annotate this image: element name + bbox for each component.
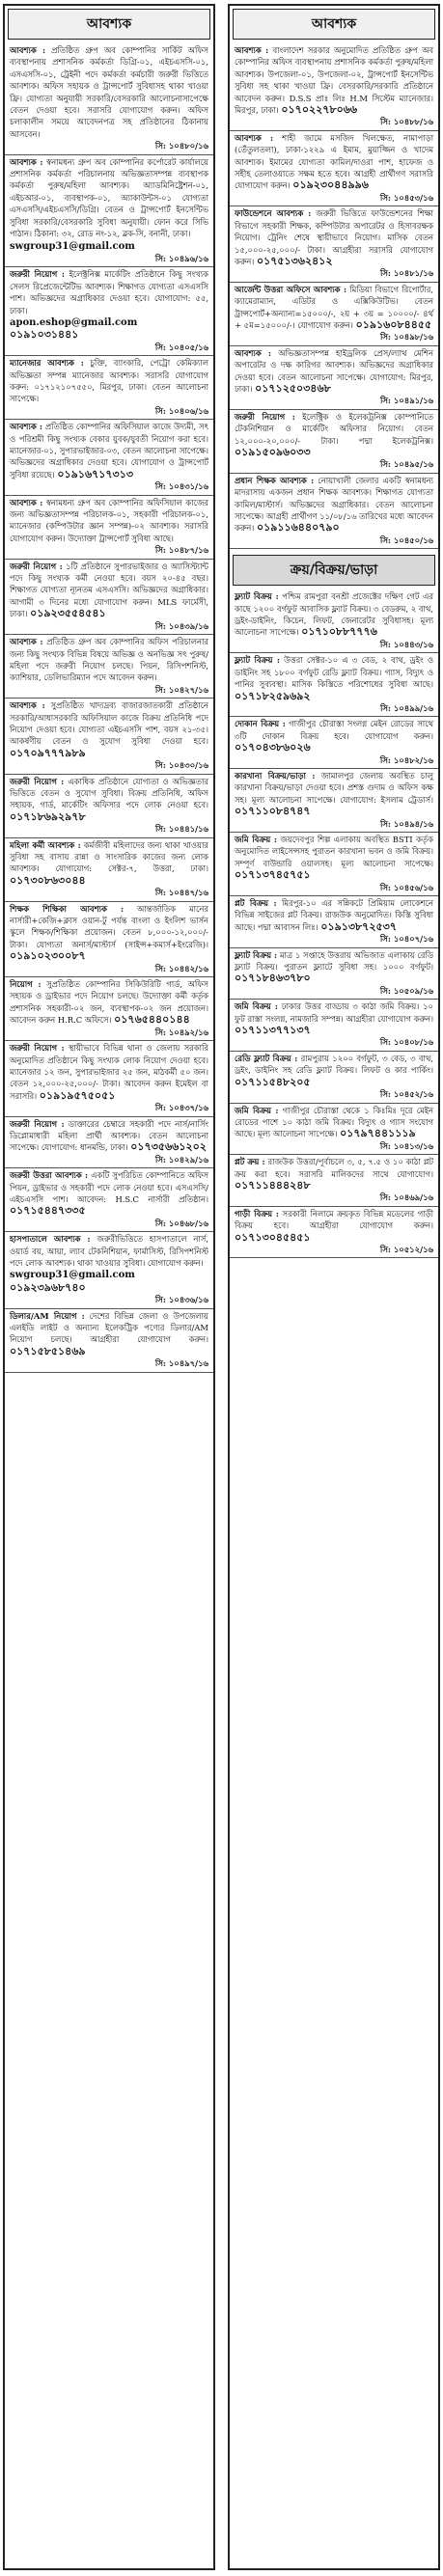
ad-phone[interactable]: ০১৭১৫৮৫১৪৬৯ — [10, 1344, 86, 1357]
classified-ad — [230, 653, 438, 717]
ad-code: সি: ১০৪৫৩/১৬ — [379, 192, 433, 203]
ad-keyword: ফ্ল্যাট বিক্রয় : — [235, 949, 278, 960]
classified-ad — [5, 1309, 213, 1373]
ad-code: সি: ১০৪৮৮/১৬ — [379, 117, 433, 127]
ad-phone[interactable]: ০১৭১১৫৪৮২০৫ — [235, 1075, 311, 1088]
ad-phone[interactable]: ০১৯১০৩১৪৪১ — [10, 328, 79, 342]
classified-ad — [5, 267, 213, 356]
ad-keyword: ফ্ল্যাট বিক্রয় : — [235, 655, 280, 666]
ad-body-text: রাজউক উত্তরা/পূর্বাচলে ৩, ৫, ৭.৫ ও ১০ কাঠা প্লট ক্রয় করা হবে। সরাসরি মালিকদের সাথে যোগাযোগ। — [235, 1157, 433, 1179]
ad-body-text: অভিজ্ঞতাসম্পন্ন হাইড্রলিক প্রেস/ল্যাথ মেশিন অপারেটর ও দক্ষ কারিগর আবশ্যক। অভিজ্ঞদের অগ্রাধিকার দেওয়া হবে। বেতন আলোচনা সাপেক্ষে। যোগাযোগ: মিরপুর, ঢাকা। — [235, 347, 433, 394]
ad-keyword: আর্জেন্ট উত্তরা অফিসে আবশ্যক : — [235, 284, 347, 294]
classified-ad — [5, 1041, 213, 1116]
ad-body-text: ১টি প্রতিষ্ঠানে সুপারভাইজার ও অ্যাসিস্ট্যান্ট পদে কিছু সংখ্যক কর্মী নেওয়া হবে। বয়স ২০-৪৫ বছর। শিক্ষাগত যোগ্যতা ন্যূনতম এসএসসি। অভিজ্ঞদের অগ্রাধিকার। আগামী ৩ দিনের মধ্যে যোগাযোগ করুন। MLS ফার্মেসী, ঢাকা। — [10, 561, 208, 619]
ad-body-text: সুপ্রতিষ্ঠিত কোম্পানির সিকিউরিটি গার্ড, অফিস সহায়ক ও ড্রাইভার পদে নিয়োগ চলছে। উদ্যোক্তা কর্মী কর্তৃক প্রশাসনিক সহকারী-০২ জন, ব্যবস্থাপক-০২ জন প্রয়োজন। আবেদন করুন H.R.C অফিসে। — [10, 979, 208, 1026]
ad-body-text: মিডিয়া বিভাগে রিপোর্টার, ক্যামেরাম্যান, এডিটর ও এক্সিকিউটিভ। বেতন ট্রান্সপোর্ট+অন্যান্য=১৫০০০/-, ২য় + ৩য় = ১০০০০/- ৪র্থ + ৫ম=১৫০০০/-। যোগাযোগ করুন। — [235, 284, 433, 330]
ad-keyword: শিক্ষক শিক্ষিকা আবশ্যক : — [10, 903, 125, 914]
classified-ad — [5, 635, 213, 699]
ad-phone[interactable]: ০১৭৩৫৬৬১২০২ — [130, 1140, 207, 1154]
classified-ad — [5, 1117, 213, 1169]
ad-keyword: আবশ্যক : — [235, 45, 269, 55]
ad-keyword: রেডি ফ্ল্যাট বিক্রয় : — [235, 1053, 298, 1063]
buy-sell-rent-heading: ক্রয়/বিক্রয়/ভাড়া — [233, 555, 435, 586]
ad-code: সি: ১০৪৪২/১৬ — [154, 963, 208, 973]
ad-code: সি: ১০৪২৭/১৬ — [154, 684, 208, 695]
ad-code: সি: ১০৪০৭/১৬ — [379, 934, 433, 945]
ad-keyword: জরুরী নিয়োগ : — [10, 776, 65, 786]
ad-body-text: জরুরী ভিত্তিতে ফাউন্ডেশনের শিক্ষা বিভাগে সহকারী শিক্ষক, কম্পিউটার অপারেটর ও হিসাবরক্ষক নিয়োগ। ট্রেনিং শেষে স্থায়ীভাবে নিয়োগ। মাসিক বেতন ১৫,০০০-২৫,০০০/- টাকা। আগ্রহীরা সরাসরি যোগাযোগ করুন। — [235, 208, 433, 266]
classified-ad — [5, 560, 213, 635]
ad-body-text: ইলেক্ট্রনিক্স মার্কেটিং প্রতিষ্ঠানে কিছু সংখ্যক সেলস রিপ্রেজেন্টেটিভ আবশ্যক। শিক্ষাগত যোগ্যতা এসএসসি পাশ। অভিজ্ঞদের অগ্রাধিকার দেওয়া হবে। যোগাযোগ: ৫৫, ঢাকা। — [10, 269, 208, 315]
ad-code: সি: ১০৪৬৮/১৬ — [154, 1218, 208, 1228]
classified-ad — [230, 896, 438, 948]
classified-ad — [5, 496, 213, 560]
ad-keyword: জরুরী নিয়োগ : — [10, 269, 65, 280]
ad-body-text: আন্তর্জাতিক মানের নার্সারী+কেজি+ক্লাস ওয়ান-টু পর্যন্ত বাংলা ও ইংলিশ ভার্সন স্কুলে শিক্ষক/শিক্ষিকা প্রয়োজন। বেতন ৮,০০০-১২,০০০/- টাকা। যোগ্যতা অনার্স/মাস্টার্স (সাইন্স+কমার্স+ইংরেজি)। — [10, 903, 209, 949]
ad-code: সি: ১০৪৫০/১৬ — [379, 534, 433, 545]
ad-body-text: একাধিক প্রতিষ্ঠানে যোগ্যতা ও অভিজ্ঞতার ভিত্তিতে বেতন ও সুযোগ সুবিধা। বিক্রয় প্রতিনিধি, অফিস সহায়ক, গার্ড, মার্কেটিং অফিসার পদে লোক নেওয়া হবে। — [10, 776, 208, 810]
ad-phone[interactable]: ০১৯১৬০৮৪৪৫৫ — [355, 317, 432, 331]
ad-code: সি: ১০৪০৫/১৬ — [154, 342, 208, 352]
ad-phone[interactable]: ০১৭১৫৪৪৭৩৩৫ — [10, 1204, 86, 1218]
ad-phone[interactable]: ০১৭০২২৭৮০৬৬ — [281, 103, 358, 117]
ad-phone[interactable]: ০১৯১০২৩০০৮৭ — [10, 949, 86, 963]
ad-keyword: নিয়োগ : — [10, 979, 42, 990]
classified-ad — [230, 1052, 438, 1104]
ad-body-text: ঢাকার উত্তর বাড্ডায় ৩ কাঠা জমি বিক্রয়। ১০ ফুট রাস্তা সংলগ্ন, নামজারি সম্পন্ন। আগ্রহীরা যোগাযোগ করুন। — [235, 1001, 433, 1024]
ad-code: সি: ১০৪৩৭/১৬ — [154, 1103, 208, 1113]
ad-body-text: স্বনামধন্য গ্রুপ অব কোম্পানির অফিসিয়াল কাজের জন্য অভিজ্ঞতাসম্পন্ন পরিচালক-০১, সহকারী পরিচালক-০১, ম্যানেজার (কম্পিউটার জ্ঞান সম্পন্ন)-০২ আবশ্যক। সরাসরি যোগাযোগ করুন। উদ্যোক্তা ট্রান্সপোর্ট সুবিধা আছে। — [10, 497, 208, 543]
ad-email[interactable]: swgroup31@gmail.com — [10, 240, 135, 252]
classified-ad — [5, 43, 213, 155]
ad-phone[interactable]: ০১৭১৮৪৬৩৭৮০ — [235, 972, 311, 985]
ad-code: সি: ১০৪৯৬/১৬ — [154, 253, 208, 263]
ad-phone[interactable]: ০১৭১৩০৪৫৪৫১ — [235, 1230, 311, 1244]
ad-phone[interactable]: ০১৭১৮২৫৯৬৯২ — [235, 689, 311, 702]
ad-phone[interactable]: ০১৭৩০৮৬৩০৪৪ — [10, 873, 86, 887]
ad-keyword: জরুরী নিয়োগ : — [235, 411, 295, 422]
ad-keyword: আবশ্যক : — [10, 45, 46, 55]
ad-code: সি: ১০৪৫২/১৬ — [379, 1089, 433, 1100]
ad-keyword: আবশ্যক : — [10, 637, 43, 647]
ad-keyword: ফাউন্ডেশনে আবশ্যক : — [235, 208, 312, 219]
classified-ad — [230, 717, 438, 769]
classified-ad — [230, 833, 438, 896]
ad-keyword: ফ্ল্যাট বিক্রয় : — [235, 591, 279, 602]
ad-body-text: গাজীপুর চৌরাস্তা সংলগ্ন মেইন রোডের সাথে ৩টি দোকান বিক্রয় হবে। যোগাযোগ করুন। — [235, 719, 433, 741]
ad-code: সি: ১০৪৯১/১৬ — [379, 396, 433, 406]
classified-ad — [5, 838, 213, 902]
classified-ad — [230, 410, 438, 474]
ad-keyword: কারখানা বিক্রয়/ভাড়া : — [235, 770, 316, 781]
ad-keyword: আবশ্যক : — [10, 156, 43, 167]
classified-ad — [230, 206, 438, 282]
ad-code: সি: ১০৪৩৬/১৬ — [154, 1295, 208, 1305]
ad-code: সি: ১০৪৪১/১৬ — [154, 824, 208, 835]
classified-ad — [5, 356, 213, 420]
ad-body-text: প্রতিষ্ঠিত গ্রুপ অব কোম্পানির অফিস পরিচালনার জন্য কিছু সংখ্যক বিভিন্ন বিষয়ে অভিজ্ঞ ও অনভিজ্ঞ সৎ পুরুষ/মহিলা পদে জরুরী নিয়োগ চলছে। পিয়ন, রিসিপশনিস্ট, ক্যাশিয়ার, ডেলিভারিম্যান পদে আবেদন করুন। — [10, 637, 208, 683]
ad-phone[interactable]: ০১৭৫১৩৬২৪১২ — [256, 254, 333, 267]
ad-body-text: দেশের বিভিন্ন জেলা ও উপজেলায় এলইডি লাইট ও অন্যান্য ইলেকট্রিক পণ্যের ডিলার/AM নিয়োগ চলছে। আগ্রহীরা যোগাযোগ করুন। — [10, 1310, 208, 1345]
ad-keyword: প্লট বিক্রয় : — [235, 898, 277, 908]
ad-code: সি: ১০৫০৯/১৬ — [379, 985, 433, 996]
classified-ad — [230, 589, 438, 653]
ad-phone[interactable]: ০১৭১২৫০৩৪৬৮ — [255, 381, 331, 395]
ad-phone[interactable]: ০১৭১৩৭৪৫৭৫১ — [235, 868, 311, 882]
ad-keyword: মহিলা কর্মী আবশ্যক : — [10, 839, 81, 850]
ad-phone[interactable]: ০১৭০৪৩৮৬০২৬ — [235, 741, 311, 754]
ad-body-text: সরকারী নিলামে ক্রয়কৃত বিভিন্ন মডেলের গাড়ী বিক্রয় হবে। আগ্রহীরা যোগাযোগ করুন। — [235, 1208, 433, 1231]
ad-keyword: জরুরী নিয়োগ : — [10, 1118, 65, 1129]
classified-ad — [230, 1155, 438, 1207]
ad-body-text: একটি সুপরিচিত কোম্পানিতে অফিস পিয়ন, ড্রাইভার ও সহকারী পদে লোক নেওয়া হবে। এসএসসি/এইচএসসি পাশ। আবেদন: H.S.C নার্সারী প্রতিষ্ঠান। — [10, 1170, 208, 1204]
ad-code: সি: ১০৪৪৩/১৬ — [379, 639, 433, 649]
ad-code: সি: ১০৪৮০/১৬ — [154, 141, 208, 151]
ad-code: সি: ১০৪৯২/১৬ — [154, 1027, 208, 1037]
ad-phone[interactable]: ০১৯২৩৯৬৮৭৪০ — [10, 1280, 86, 1294]
ad-code: সি: ১০৪৩১/১৬ — [154, 481, 208, 492]
ad-body-text: রামপুরায় ১২০০ বর্গফুট, ৩ বেড, ৩ বাথ, ড্রইং, ডাইনিং সহ রেডি ফ্ল্যাট বিক্রয়। লিফট ও কার পার্কিং। — [235, 1053, 433, 1076]
classified-ad — [5, 977, 213, 1041]
ad-keyword: হাসপাতালে আবশ্যক : — [10, 1234, 91, 1245]
right-column — [228, 4, 440, 2570]
classified-ad — [5, 420, 213, 495]
ad-keyword: জরুরী নিয়োগ : — [10, 1043, 65, 1054]
ad-phone[interactable]: ০১৯১৯৫৭৫০৫১ — [39, 1088, 116, 1102]
right-ads-list — [230, 43, 438, 549]
ad-body-text: গাজীপুর চৌরাস্তা থেকে ১ কিঃমিঃ দূরে মেইন রোডের পাশে ১০ কাঠা জমি বিক্রয়। বিদ্যুৎ ও গ্যাস সংযোগ আছে। মূল্য আলোচনা সাপেক্ষে। — [235, 1105, 433, 1139]
ad-keyword: গাড়ী বিক্রয় : — [235, 1208, 279, 1219]
classified-ad — [5, 699, 213, 774]
ad-body-text: জয়দেবপুর শিল্প এলাকায় অবস্থিত BSTI কর্তৃক অনুমোদিত লাইসেন্সসহ পুরাতন কারখানা ভবন ও জমি বিক্রয়। সম্পূর্ণ বাউন্ডারি ওয়ালসহ। মূল্য আলোচনা সাপেক্ষে। — [235, 834, 433, 868]
ad-code: সি: ১০৪৯৮/১৬ — [379, 332, 433, 343]
ad-keyword: প্রধান শিক্ষক আবশ্যক : — [235, 475, 315, 485]
classified-ad — [5, 1168, 213, 1232]
ad-body-text: জামালপুর জেলায় অবস্থিত চালু কারখানা বিক্রয়/ভাড়া দেওয়া হবে। প্রশস্ত গুদাম ও অফিস কক্ষ সহ। মূল্য আলোচনা সাপেক্ষে। যোগাযোগ: ইসলাম ট্রেডার্স। — [235, 770, 433, 805]
ad-body-text: কর্মজীবী মহিলাদের জন্য থাকা খাওয়ার সুবিধা সহ বাসায় রান্না ও সাংসারিক কাজের জন্য লোক আবশ্যক। যোগাযোগ: সেক্টর-৭, উত্তরা, ঢাকা। — [10, 839, 208, 874]
ad-code: সি: ১০৫১২/১৬ — [379, 1244, 433, 1254]
classified-ad — [5, 1232, 213, 1308]
ad-code: সি: ১০৪৪৭/১৬ — [154, 888, 208, 898]
classified-ad — [230, 948, 438, 1000]
ad-email[interactable]: swgroup31@gmail.com — [10, 1270, 135, 1281]
ad-code: সি: ১০৪০৮/১৬ — [379, 1037, 433, 1048]
ad-phone[interactable]: ০১৭৯৭৪৪১১১৯ — [340, 1127, 416, 1140]
ad-phone[interactable]: ০১৭১১০৮৪৭৪৭ — [235, 805, 311, 818]
ad-body-text: মাত্র ১ সপ্তাহে উত্তরায় অভিজাত এলাকায় রেডি ফ্ল্যাট বিক্রয়। পুরাতন ফ্ল্যাটে সুবিধা সহ। ১০০০ বর্গফুট। — [235, 949, 433, 973]
ad-body-text: মিরপুর-১০ এর সন্নিকটে প্রিমিয়াম লোকেশনে বিভিন্ন সাইজের প্লট বিক্রয়। রাজউক অনুমোদিত। কিস্তি সুবিধা আছে। পদ্মা আবাসন লিঃ। — [235, 898, 433, 932]
ad-phone[interactable]: ০১৯১৩৮৭২৫৩৭ — [320, 919, 397, 933]
ad-body-text: শাহী জামে মসজিদ খিলক্ষেত, নামাপাড়া (তেঁতুলতলা), ঢাকা-১২২৯ এ ইমাম, মুয়াজ্জিন ও খাদেম আবশ্যক। ইমামের যোগ্যতা কামিল/দাওরা পাশ, হাফেজ ও সহীহ তেলাওয়াতে সক্ষম হতে হবে। আগ্রহী প্রার্থীগণ সরাসরি যোগাযোগ করুন। — [235, 132, 434, 191]
ad-email[interactable]: apon.eshop@gmail.com — [10, 316, 138, 328]
ad-code: সি: ১০৪৫৬/১৬ — [379, 882, 433, 892]
ad-body-text: জরুরীভিত্তিতে হাসপাতালে নার্স, ওয়ার্ড বয়, আয়া, ল্যাব টেকনিশিয়ান, ফার্মাসিস্ট, রিসিপশনিস্ট পদে লোক আবশ্যক। থাকা খাওয়ার সুবিধা। যোগাযোগ করুন। — [10, 1234, 208, 1268]
ad-body-text: বাংলাদেশ সরকার অনুমোদিত প্রতিষ্ঠিত গ্রুপ অব কোম্পানির অফিস ব্যবস্থাপনায় প্রশাসনিক কর্মকর্তা পুরুষ/মহিলা আবশ্যক। উপজেলা-০১, উপজেলা-০২, ট্রান্সপোর্ট ইনসেন্টিভ সুবিধা সহ থাকা খাওয়া ফ্রি। বেসরকারি/সরকারি প্রতিষ্ঠানে আবেদন করুন। D.S.S প্রাঃ লিঃ H.M সিস্টেম ম্যানেজার। মিরপুর, ঢাকা। — [235, 45, 433, 116]
ad-code: সি: ১০৪৩০/১৬ — [154, 760, 208, 771]
ad-body-text: নোয়াখালী জেলার একটি স্বনামধন্য মাদরাসায় একজন প্রধান শিক্ষক আবশ্যক। শিক্ষাগত যোগ্যতা কামিল/মাস্টার্স। অভিজ্ঞদের অগ্রাধিকার। বেতন আলোচনা সাপেক্ষে। আগ্রহী প্রার্থীগণ ১১/০৮/১৬ তারিখের মধ্যে আবেদন করুন। — [235, 475, 433, 534]
ad-body-text: প্রতিষ্ঠিত গ্রুপ অব কোম্পানির সার্কিট অফিস ব্যবস্থাপনায় প্রশাসনিক কর্মকর্তা ডিগ্রি-০১, এইচএসসি-০১, এসএসসি-০১, ট্রেইনী পদে কর্মকর্তা কর্মচারী জরুরী ভিত্তিতে আবশ্যক। অফিস সহায়ক ও ট্রান্সপোর্ট সুবিধাসহ থাকা খাওয়া ফ্রি। যোগ্যতা অনুযায়ী সরকারি/বেসরকারি আলোচনাসাপেক্ষে বেতন দেওয়া হবে। সরাসরি যোগাযোগ করুন। অফিস চলাকালীন সময়ে আবেদনপত্র সহ প্রতিষ্ঠানের ঠিকানায় আসবেন। — [10, 45, 208, 139]
ad-phone[interactable]: ০১৭১১৪৪৪২৪৮ — [235, 1178, 311, 1192]
ad-code: সি: ১০৪৬৯/১৬ — [379, 1192, 433, 1203]
ad-keyword: ম্যানেজার আবশ্যক : — [10, 358, 84, 369]
ad-code: সি: ১০৪৮১/১৬ — [379, 268, 433, 279]
ad-body-text: চুক্তি, ব্যাংকারি, পেট্রো কেমিক্যাল অভিজ্ঞতা সম্পন্ন ম্যানেজার আবশ্যক। সরাসরি যোগাযোগ করুন: ০১৭১২১০৭৫৫০, মিরপুর, ঢাকা। বেতন আলোচনা সাপেক্ষে। — [10, 358, 208, 404]
ad-code: সি: ১০৪৩৯/১৬ — [154, 620, 208, 631]
ad-keyword: জমি বিক্রয় : — [235, 834, 277, 844]
ad-body-text: ডাক্তারের চেম্বারে সহকারী পদে নার্স/নার্সিং ডিপ্লোমাধারী মহিলা প্রার্থী আবশ্যক। বেতন আলোচনা সাপেক্ষে। যোগাযোগ: ধানমন্ডি, ঢাকা। — [10, 1118, 208, 1153]
ad-keyword: প্লট ক্রয় : — [235, 1157, 265, 1167]
ad-phone[interactable]: ০১৯১৬৭১৭৩১৩ — [57, 467, 133, 480]
ad-code: সি: ১০৪৮২/১৬ — [379, 754, 433, 765]
right-column-heading: আবশ্যক — [233, 9, 435, 40]
ad-keyword: জরুরী উত্তরা আবশ্যক : — [10, 1170, 89, 1181]
ad-code: সি: ১০৪৯৭/১৬ — [154, 1358, 208, 1369]
ad-body-text: উত্তরা সেক্টর-১০ এ ৩ বেড, ২ বাথ, ড্রইং ও ডাইনিং সহ ১৮০০ বর্গফুট রেডি ফ্ল্যাট বিক্রয়। গ্যাস, বিদ্যুৎ ও পানির সুব্যবস্থা। মাসিক কিস্তিতে পরিশোধের সুবিধা আছে। — [235, 655, 433, 690]
classified-ad — [5, 155, 213, 268]
ad-code: সি: ১০৪৯৯/১৬ — [379, 702, 433, 713]
ad-code: সি: ১০৪২৯/১৬ — [154, 1154, 208, 1165]
ad-keyword: আবশ্যক : — [10, 497, 43, 507]
buy-sell-ads-list — [230, 589, 438, 1258]
ad-code: সি: ১০৪৯৪/১৬ — [379, 818, 433, 829]
ad-keyword: আবশ্যক : — [235, 347, 272, 358]
ad-keyword: দোকান বিক্রয় : — [235, 719, 286, 729]
ad-keyword: জমি বিক্রয় : — [235, 1001, 278, 1012]
classified-ad — [230, 283, 438, 346]
ad-phone[interactable]: ০১৭০৯৭৭৭৯৮৯ — [10, 746, 86, 759]
ad-code: সি: ১০৪৯৫/১৬ — [379, 459, 433, 470]
ad-phone[interactable]: ০১৭১০৮৮৭৭৭৬ — [301, 625, 377, 639]
classified-ad — [5, 775, 213, 838]
left-column-heading: আবশ্যক — [8, 9, 210, 40]
ad-keyword: আবশ্যক : — [235, 132, 274, 143]
ad-keyword: ডিলার/AM নিয়োগ : — [10, 1310, 85, 1321]
classified-ad — [230, 1207, 438, 1259]
classified-ad — [230, 474, 438, 549]
ad-body-text: প্রতিষ্ঠিত কোম্পানির অফিসিয়াল কাজে উদ্যমী, সৎ ও পরিশ্রমী কিছু সংখ্যক বেকার যুবক/যুবতী নিয়োগ করা হবে। ম্যানেজার-০১, সুপারভাইজার-০৩, বেতন আলোচনা সাপেক্ষে। অভিজ্ঞদের অগ্রাধিকার দেওয়া হবে। যোগাযোগ ও ট্রান্সপোর্ট সুবিধা রয়েছে। — [10, 422, 208, 480]
left-column-wanted — [3, 4, 215, 2570]
classified-ad — [5, 902, 213, 977]
ad-body-text: ইলেক্ট্রিক ও ইলেকট্রনিক্স কোম্পানিতে টেকনিশিয়ান ও মার্কেটিং অফিসার নিয়োগ। বেতন ১২,০০০-২০,০০০/- টাকা। পদ্মা ইলেকট্রনিক্স। — [235, 411, 433, 446]
ad-keyword: আবশ্যক : — [10, 422, 42, 432]
ad-phone[interactable]: ০১৯১৫০৯৬০৩৩ — [235, 446, 311, 458]
ad-keyword: আবশ্যক : — [10, 700, 45, 711]
classified-ad — [230, 43, 438, 131]
classified-ad — [230, 769, 438, 833]
ad-code: সি: ১০৪৮৭/১৬ — [154, 545, 208, 556]
classified-ad — [230, 131, 438, 206]
ad-phone[interactable]: ০১৭৬৫৪৪০১৪৪ — [114, 1013, 190, 1027]
ad-keyword: জরুরী নিয়োগ : — [10, 561, 63, 571]
ad-phone[interactable]: ০১৯২৩০৪৪৯৯৬ — [292, 178, 369, 192]
classified-ad — [230, 346, 438, 410]
ad-phone[interactable]: ০১৭১৮৬৯২৯৭৮ — [10, 809, 86, 823]
ad-code: সি: ১০৪০৬/১৬ — [154, 405, 208, 416]
ad-phone[interactable]: ০১৯১১৬৪৪০৭৯০ — [256, 521, 340, 534]
classified-ad — [230, 1104, 438, 1156]
ad-body-text: পশ্চিম রামপুরা বনশ্রী প্রজেক্টের দক্ষিণ গেট এর কাছে ১২০০ বর্গফুট আবাসিক ফ্ল্যাট বিক্রয়। ৩ বেডরুম, ২ বাথ, ড্রইং-ডাইনিং, কিচেন, লিফট, জেনারেটর সুবিধাসহ। মূল্য আলোচনা সাপেক্ষে। — [235, 591, 433, 638]
classified-ad — [230, 1000, 438, 1052]
ad-body-text: স্বনামধন্য গ্রুপ অব কোম্পানির কর্পোরেট কার্যালয়ে প্রশাসনিক কর্মকর্তা পরিচালনায় অভিজ্ঞতাসম্পন্ন ব্যবস্থাপক কর্মকর্তা পুরুষ/মহিলা আবশ্যক। অ্যাডমিনিষ্ট্রেশন-০১, এইচআর-০১, ব্যবস্থাপক-০১, অ্যাকাউন্টস-০১ যোগ্যতা এসএসসি/এইচএসসি/ডিগ্রি। বেতন ও ট্রান্সপোর্ট ইনসেন্টিভ সুবিধা সরকারি/বেসরকারি সুবিধা অনুযায়ী। ফোন করে সিভি পাঠান। ঠিকানা: ৩২, রোড নং-১২, ব্লক-সি, বনানী, ঢাকা। — [10, 156, 208, 239]
left-ads-list — [5, 43, 213, 1373]
ad-body-text: স্থায়ীভাবে বিভিন্ন থানা ও জেলায় সরকারি অনুমোদিত প্রতিষ্ঠানে কিছু সংখ্যক লোক নিয়োগ দেওয়া হবে। ম্যানেজার ১২ জন, সুপারভাইজার ২৫ জন, মাঠকর্মী ৫০ জন। বেতন ১২,০০০-২৫,০০০/- টাকা। আবেদন করুন ইমেইল বা সরাসরি। — [10, 1043, 208, 1101]
ad-phone[interactable]: ০১৭১১৩৭৭১৩৭ — [235, 1024, 311, 1037]
ad-code: সি: ১০৪১৩/১৬ — [379, 1140, 433, 1151]
ad-phone[interactable]: ০১৯২৩৫৫৪৫৪১ — [30, 607, 106, 620]
ad-body-text: সুপ্রতিষ্ঠিত খাদ্যদ্রব্য বাজারজাতকারী প্রতিষ্ঠানে সরকারি/আধাসরকারি অফিসিয়াল কাজে বিক্রয় প্রতিনিধি পদে নিয়োগ দেওয়া হবে। যোগ্যতা এইচএসসি পাশ, বয়স ২১-৩৫। আকর্ষণীয় বেতন ও সুযোগ সুবিধা দেওয়া হবে। — [10, 700, 208, 747]
ad-keyword: জমি বিক্রয় : — [235, 1105, 279, 1115]
